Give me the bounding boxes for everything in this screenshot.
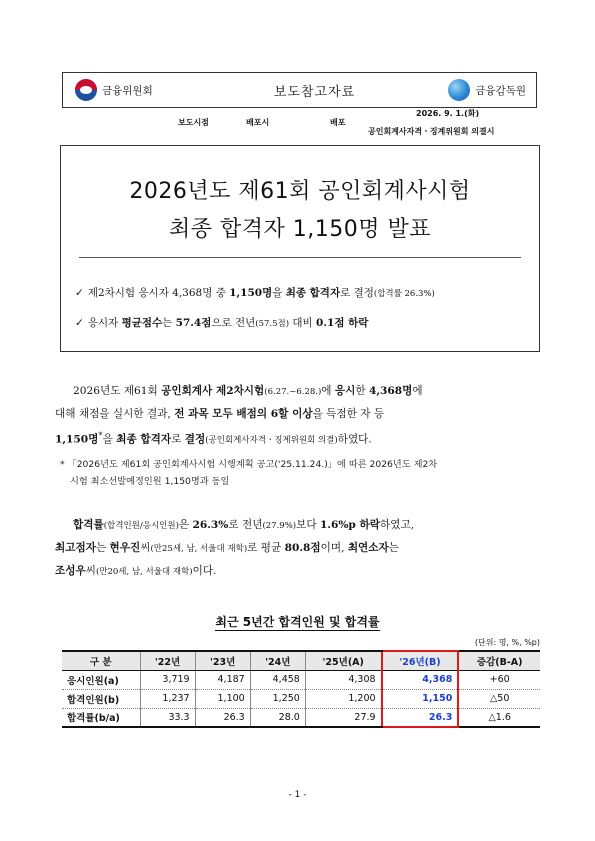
title-box	[60, 145, 540, 352]
footnote: * 「2026년도 제61회 공인회계사시험 시행계획 공고('25.11.24.)」에 따른 2026년도 제2차 시험 최소선발예정인원 1,150명과 동일	[60, 459, 438, 487]
table-row	[62, 708, 540, 727]
doc-type: 보도참고자료	[273, 84, 356, 100]
table-cell: 4,187	[195, 670, 250, 689]
table-cell: 3,719	[140, 670, 195, 689]
fss-name: 금융감독원	[475, 84, 526, 97]
distribute-label: 배포시	[246, 118, 270, 127]
header-box	[62, 72, 537, 108]
row-label: 합격인원(b)	[62, 689, 140, 708]
paragraph-1: 2026년도 제61회 공인회계사 제2차시험(6.27.~6.28.)에 응시한 4,368명에 대해 채점을 실시한 결과, 전 과목 모두 배점의 6할 이상을 득점한 자 등 1,150명*을 최종 합격자로 결정(공인회계사자격ㆍ징계위원회 의결)하였다.	[55, 385, 423, 446]
fsc-brand	[63, 79, 223, 101]
check-icon: ✓	[75, 287, 84, 299]
table-cell: 33.3	[140, 708, 195, 727]
col-header: 구 분	[62, 651, 140, 670]
table-cell-highlight: 1,150	[382, 689, 459, 708]
report-time-label: 보도시점	[178, 118, 209, 127]
release-decision: 공인회계사자격ㆍ징계위원회 의결시	[368, 127, 495, 136]
title-line-2: 최종 합격자 1,150명 발표	[169, 217, 431, 242]
table-cell: 27.9	[305, 708, 381, 727]
table-cell-delta: +60	[458, 670, 540, 689]
table-cell: 26.3	[195, 708, 250, 727]
table-cell: 4,458	[250, 670, 305, 689]
table-row	[62, 670, 540, 689]
results-table	[62, 650, 540, 728]
table-cell: 1,250	[250, 689, 305, 708]
bullet-2: ✓ 응시자 평균점수는 57.4점으로 전년(57.5점) 대비 0.1점 하락	[75, 317, 369, 329]
table-cell-highlight: 26.3	[382, 708, 459, 727]
row-label: 합격률(b/a)	[62, 708, 140, 727]
col-header: '23년	[195, 651, 250, 670]
fss-brand	[406, 79, 536, 101]
col-header: '22년	[140, 651, 195, 670]
page-number: - 1 -	[288, 790, 307, 800]
col-header: '24년	[250, 651, 305, 670]
paragraph-2: 합격률(합격인원/응시인원)은 26.3%로 전년(27.9%)보다 1.6%p 하락하였고, 최고점자는 현우진씨(만25세, 남, 서울대 재학)로 평균 80.8점이며, 최연소자는 조성우씨(만20세, 남, 서울대 재학)이다.	[55, 519, 415, 577]
table-cell: 4,308	[305, 670, 381, 689]
fss-logo-icon	[448, 79, 470, 101]
row-label: 응시인원(a)	[62, 670, 140, 689]
check-icon: ✓	[75, 317, 84, 329]
table-unit: (단위: 명, %, %p)	[474, 638, 540, 647]
table-cell: 28.0	[250, 708, 305, 727]
table-cell-highlight: 4,368	[382, 670, 459, 689]
table-title: 최근 5년간 합격인원 및 합격률	[215, 615, 380, 629]
col-header: '25년(A)	[305, 651, 381, 670]
fsc-name: 금융위원회	[102, 84, 153, 97]
release-date: 2026. 9. 1.(화)	[416, 109, 480, 118]
col-header-highlight: '26년(B)	[382, 651, 459, 670]
table-cell: 1,200	[305, 689, 381, 708]
table-row	[62, 689, 540, 708]
title-divider	[79, 257, 521, 258]
title-line-1: 2026년도 제61회 공인회계사시험	[129, 179, 471, 204]
bullet-1: ✓ 제2차시험 응시자 4,368명 중 1,150명을 최종 합격자로 결정(합격률 26.3%)	[75, 287, 435, 299]
table-header-row	[62, 651, 540, 670]
fsc-logo-icon	[75, 79, 97, 101]
table-cell: 1,100	[195, 689, 250, 708]
table-cell: 1,237	[140, 689, 195, 708]
table-cell-delta: △50	[458, 689, 540, 708]
distribute-label-2: 배포	[330, 118, 346, 127]
table-cell-delta: △1.6	[458, 708, 540, 727]
col-header: 증감(B-A)	[458, 651, 540, 670]
